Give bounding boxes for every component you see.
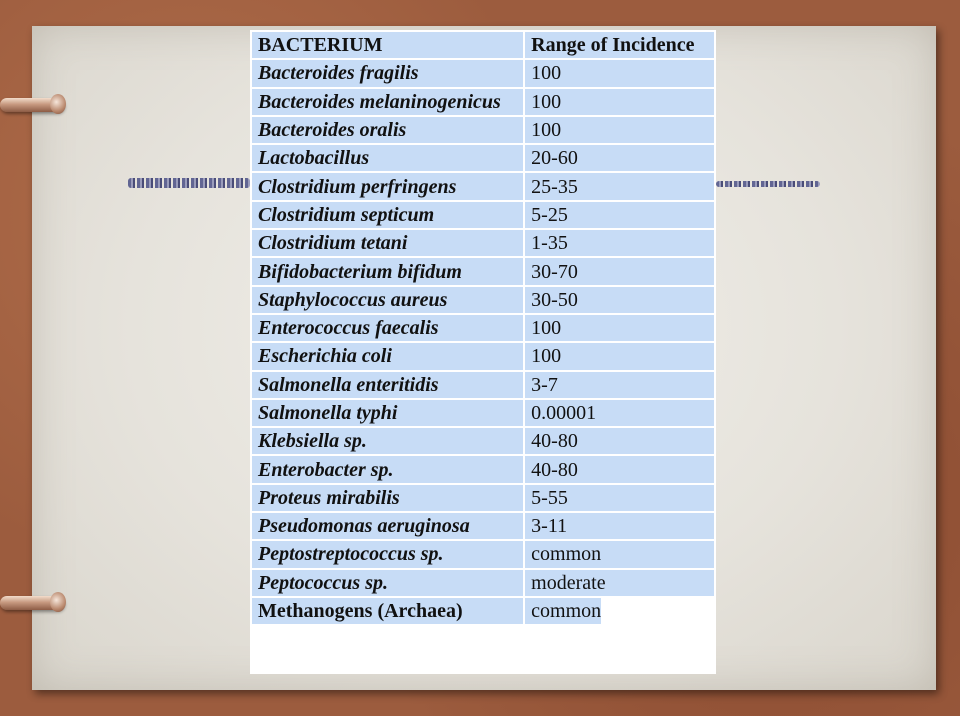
bacterium-name: Bacteroides melaninogenicus bbox=[252, 89, 523, 115]
bacterium-name: Bacteroides oralis bbox=[252, 117, 523, 143]
bacterium-name: Staphylococcus aureus bbox=[252, 287, 523, 313]
bacterium-name: Klebsiella sp. bbox=[252, 428, 523, 454]
bacterium-name: Clostridium tetani bbox=[252, 230, 523, 256]
table-row bbox=[252, 541, 714, 567]
bacterium-name: Salmonella enteritidis bbox=[252, 372, 523, 398]
incidence-value: 25-35 bbox=[525, 173, 714, 199]
table-row bbox=[252, 89, 714, 115]
binder-ring-top bbox=[0, 98, 64, 112]
bacterium-name: Escherichia coli bbox=[252, 343, 523, 369]
bacteria-table-container bbox=[250, 30, 716, 674]
bacterium-name: Methanogens (Archaea) bbox=[252, 598, 523, 624]
bacterium-name: Salmonella typhi bbox=[252, 400, 523, 426]
header-bacterium: BACTERIUM bbox=[252, 32, 523, 58]
bacterium-name: Enterococcus faecalis bbox=[252, 315, 523, 341]
table-row bbox=[252, 570, 714, 596]
table-body bbox=[252, 32, 714, 624]
incidence-value: 0.00001 bbox=[525, 400, 714, 426]
incidence-value: 1-35 bbox=[525, 230, 714, 256]
incidence-value: 30-70 bbox=[525, 258, 714, 284]
incidence-value: 3-11 bbox=[525, 513, 714, 539]
table-row bbox=[252, 287, 714, 313]
incidence-value: 20-60 bbox=[525, 145, 714, 171]
bacterium-name: Clostridium septicum bbox=[252, 202, 523, 228]
bacterium-name: Proteus mirabilis bbox=[252, 485, 523, 511]
table-row bbox=[252, 117, 714, 143]
table-row bbox=[252, 485, 714, 511]
incidence-value: 100 bbox=[525, 117, 714, 143]
table-row bbox=[252, 202, 714, 228]
incidence-value: 100 bbox=[525, 60, 714, 86]
incidence-value: 30-50 bbox=[525, 287, 714, 313]
table-row bbox=[252, 428, 714, 454]
bacteria-incidence-table bbox=[250, 30, 716, 626]
bacterium-name: Clostridium perfringens bbox=[252, 173, 523, 199]
header-range: Range of Incidence bbox=[525, 32, 714, 58]
table-row bbox=[252, 598, 714, 624]
incidence-value: 40-80 bbox=[525, 428, 714, 454]
incidence-value: 100 bbox=[525, 343, 714, 369]
table-header-row bbox=[252, 32, 714, 58]
table-row bbox=[252, 400, 714, 426]
table-row bbox=[252, 60, 714, 86]
bacterium-name: Bifidobacterium bifidum bbox=[252, 258, 523, 284]
bacterium-name: Bacteroides fragilis bbox=[252, 60, 523, 86]
table-row bbox=[252, 513, 714, 539]
incidence-value: moderate bbox=[525, 570, 714, 596]
incidence-value: 100 bbox=[525, 89, 714, 115]
bacterium-name: Peptostreptococcus sp. bbox=[252, 541, 523, 567]
incidence-value: 100 bbox=[525, 315, 714, 341]
table-row bbox=[252, 145, 714, 171]
decorative-streak-right bbox=[716, 181, 820, 187]
bacterium-name: Enterobacter sp. bbox=[252, 456, 523, 482]
incidence-value: common bbox=[525, 541, 714, 567]
incidence-value: 40-80 bbox=[525, 456, 714, 482]
incidence-value: 3-7 bbox=[525, 372, 714, 398]
decorative-streak-left bbox=[128, 178, 250, 188]
incidence-value: common bbox=[525, 598, 714, 624]
table-row bbox=[252, 258, 714, 284]
bacterium-name: Pseudomonas aeruginosa bbox=[252, 513, 523, 539]
binder-ring-bottom bbox=[0, 596, 64, 610]
bacterium-name: Peptococcus sp. bbox=[252, 570, 523, 596]
table-row bbox=[252, 372, 714, 398]
table-row bbox=[252, 230, 714, 256]
table-row bbox=[252, 456, 714, 482]
incidence-value: 5-55 bbox=[525, 485, 714, 511]
table-row bbox=[252, 173, 714, 199]
table-row bbox=[252, 343, 714, 369]
incidence-value: 5-25 bbox=[525, 202, 714, 228]
table-row bbox=[252, 315, 714, 341]
bacterium-name: Lactobacillus bbox=[252, 145, 523, 171]
